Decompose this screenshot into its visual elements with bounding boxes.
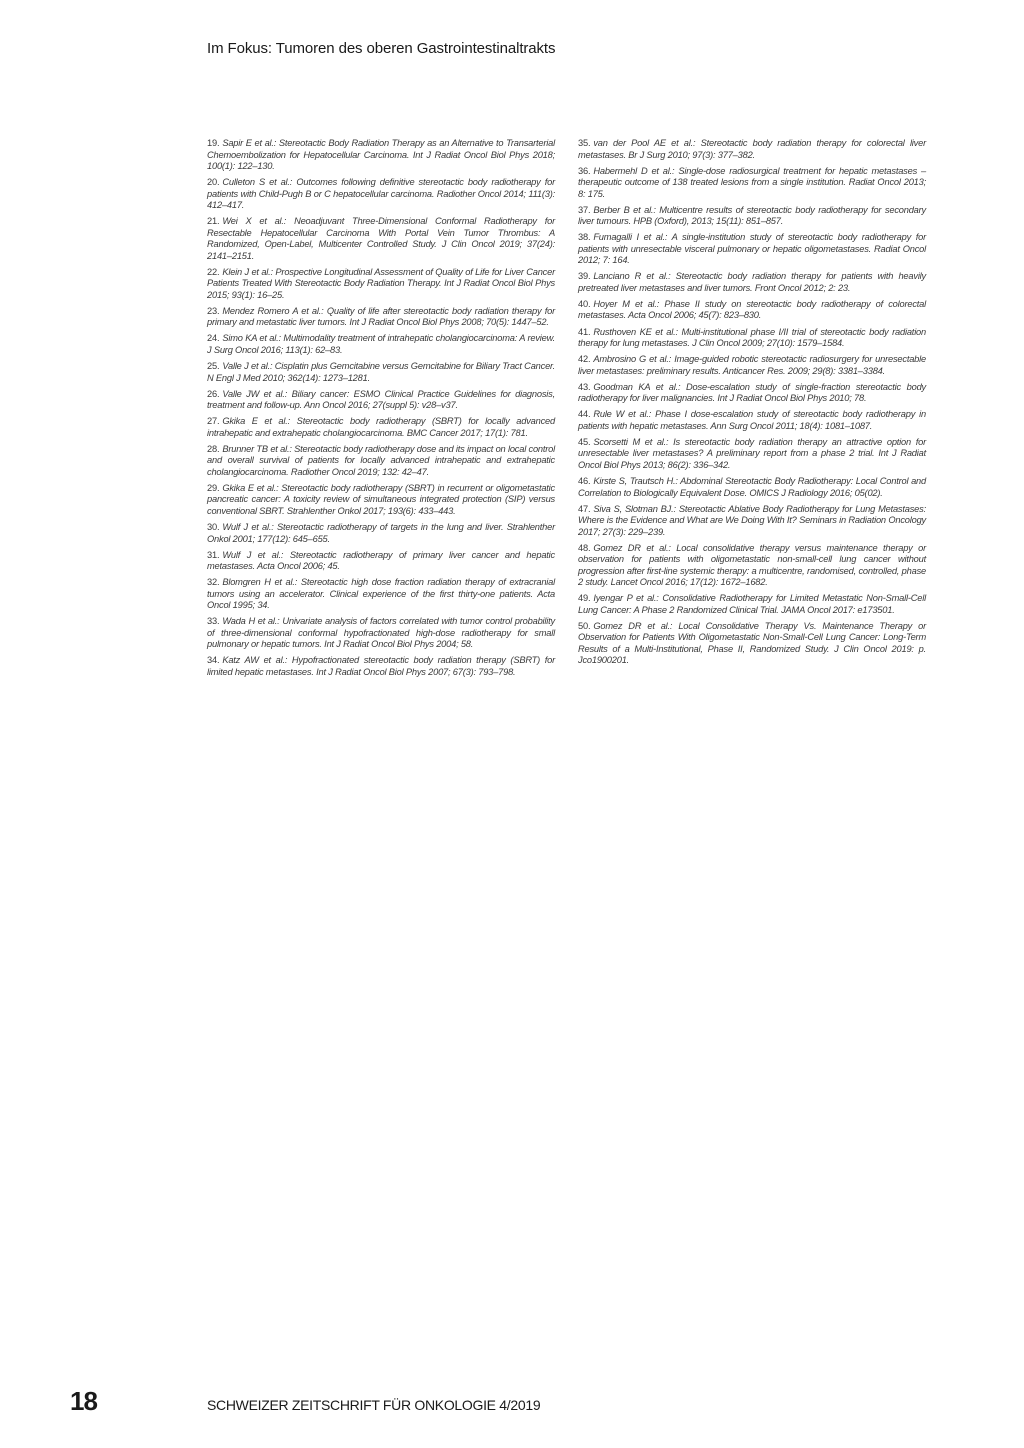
reference-text: Sapir E et al.: Stereotactic Body Radiation Therapy as an Alternative to Transarterial Chemoembolization for Hepatocellular Carcinoma. Int J Radiat Oncol Biol Phys 2018; 100(1): 122–130. [207, 138, 555, 171]
reference-number: 28. [207, 443, 220, 454]
reference-number: 24. [207, 333, 220, 344]
reference-text: Iyengar P et al.: Consolidative Radiotherapy for Limited Metastatic Non-Small-Cell Lung Cancer: A Phase 2 Randomized Clinical Trial. JAMA Oncol 2017: e173501. [578, 593, 926, 615]
reference-text: Gomez DR et al.: Local consolidative therapy versus maintenance therapy or observation for patients with oligometastatic non-small-cell lung cancer without progression after first-line systemic therapy: a multicentre, randomised, controlled, phase 2 study. Lancet Oncol 2016; 17(12): 1672–1682. [578, 542, 926, 588]
reference-item [207, 361, 555, 384]
reference-text: Scorsetti M et al.: Is stereotactic body radiation therapy an attractive option for unresectable liver metastases? A preliminary report from a phase 2 trial. Int J Radiat Oncol Biol Phys 2013; 86(2): 336–342. [578, 436, 926, 470]
reference-item [578, 166, 926, 201]
reference-item [578, 476, 926, 499]
reference-text: Brunner TB et al.: Stereotactic body radiotherapy dose and its impact on local control and overall survival of patients for locally advanced intrahepatic and extrahepatic cholangiocarcinoma. Radiother Oncol 2019; 132: 42–47. [207, 443, 555, 477]
reference-number: 39. [578, 271, 591, 282]
reference-number: 47. [578, 503, 591, 514]
reference-number: 32. [207, 577, 220, 588]
reference-text: Rule W et al.: Phase I dose-escalation study of stereotactic body radiotherapy in patients with hepatic metastases. Ann Surg Oncol 2011; 18(4): 1081–1087. [578, 409, 926, 431]
reference-text: Kirste S, Trautsch H.: Abdominal Stereotactic Body Radiotherapy: Local Control and Correlation to Biologically Equivalent Dose. OMICS J Radiology 2016; 05(02). [578, 476, 926, 498]
running-head: Im Fokus: Tumoren des oberen Gastrointestinaltrakts [207, 40, 556, 57]
reference-number: 36. [578, 165, 591, 176]
reference-number: 27. [207, 416, 220, 427]
reference-number: 22. [207, 266, 220, 277]
reference-text: Fumagalli I et al.: A single-institution study of stereotactic body radiotherapy for patients with unresectable visceral pulmonary or hepatic oligometastases. Radiat Oncol 2012; 7: 164. [578, 232, 926, 266]
reference-number: 23. [207, 305, 220, 316]
reference-text: Wulf J et al.: Stereotactic radiotherapy of primary liver cancer and hepatic metastases. Acta Oncol 2006; 45. [207, 549, 555, 572]
reference-number: 35. [578, 138, 591, 148]
reference-item [578, 138, 926, 161]
reference-number: 20. [207, 177, 220, 188]
reference-item [578, 354, 926, 377]
reference-number: 45. [578, 436, 591, 447]
reference-text: Hoyer M et al.: Phase II study on stereotactic body radiotherapy of colorectal metastases. Acta Oncol 2006; 45(7): 823–830. [578, 298, 926, 321]
reference-item [578, 409, 926, 432]
reference-text: Lanciano R et al.: Stereotactic body radiation therapy for patients with heavily pretreated liver metastases and liver tumors. Front Oncol 2012; 2: 23. [578, 271, 926, 293]
reference-item [578, 299, 926, 322]
reference-number: 50. [578, 620, 591, 631]
reference-text: Simo KA et al.: Multimodality treatment of intrahepatic cholangiocarcinoma: A review. J Surg Oncol 2016; 113(1): 62–83. [207, 333, 555, 355]
reference-number: 42. [578, 354, 591, 365]
reference-column-left [207, 138, 555, 683]
reference-text: van der Pool AE et al.: Stereotactic body radiation therapy for colorectal liver metastases. Br J Surg 2010; 97(3): 377–382. [578, 138, 926, 160]
reference-item [207, 577, 555, 612]
reference-item [207, 177, 555, 212]
reference-text: Katz AW et al.: Hypofractionated stereotactic body radiation therapy (SBRT) for limited hepatic metastases. Int J Radiat Oncol Biol Phys 2007; 67(3): 793–798. [207, 655, 555, 677]
reference-item [578, 382, 926, 405]
reference-item [578, 543, 926, 589]
reference-item [207, 522, 555, 545]
reference-item [207, 138, 555, 173]
reference-text: Valle J et al.: Cisplatin plus Gemcitabine versus Gemcitabine for Biliary Tract Cancer. N Engl J Med 2010; 362(14): 1273–1281. [207, 361, 555, 383]
reference-item [207, 306, 555, 329]
reference-text: Gkika E et al.: Stereotactic body radiotherapy (SBRT) in recurrent or oligometastatic pancreatic cancer: A toxicity review of simultaneous integrated protection (SIP) versus conventional SBRT. Strahlenther Onkol 2017; 193(6): 433–443. [207, 482, 555, 516]
reference-text: Gomez DR et al.: Local Consolidative Therapy Vs. Maintenance Therapy or Observation for Patients With Oligometastatic Non-Small-Cell Lung Cancer: Long-Term Results of a Multi-Institutional, Phase II, Randomized Study. J Clin Oncol 2019: p. Jco1900201. [578, 620, 926, 666]
reference-item [207, 333, 555, 356]
reference-item [207, 655, 555, 678]
reference-text: Wada H et al.: Univariate analysis of factors correlated with tumor control probability of three-dimensional conformal hypofractionated high-dose radiotherapy for small pulmonary or hepatic tumors. Int J Radiat Oncol Biol Phys 2004; 58. [207, 616, 555, 650]
reference-column-right [578, 138, 926, 672]
reference-text: Gkika E et al.: Stereotactic body radiotherapy (SBRT) for locally advanced intrahepatic and extrahepatic cholangiocarcinoma. BMC Cancer 2017; 17(1): 781. [207, 416, 555, 438]
reference-item [578, 327, 926, 350]
reference-number: 37. [578, 204, 591, 215]
reference-number: 25. [207, 361, 220, 372]
reference-number: 44. [578, 409, 591, 420]
reference-text: Wulf J et al.: Stereotactic radiotherapy of targets in the lung and liver. Strahlenther Onkol 2001; 177(12): 645–655. [207, 522, 555, 544]
reference-number: 38. [578, 232, 591, 243]
reference-item [207, 267, 555, 302]
reference-number: 31. [207, 549, 220, 560]
reference-text: Culleton S et al.: Outcomes following definitive stereotactic body radiotherapy for patients with Child-Pugh B or C hepatocellular carcinoma. Radiother Oncol 2014; 111(3): 412–417. [207, 177, 555, 211]
reference-text: Habermehl D et al.: Single-dose radiosurgical treatment for hepatic metastases – therapeutic outcome of 138 treated lesions from a single institution. Radiat Oncol 2013; 8: 175. [578, 165, 926, 199]
reference-number: 30. [207, 522, 220, 533]
reference-item [578, 621, 926, 667]
reference-text: Siva S, Slotman BJ.: Stereotactic Ablative Body Radiotherapy for Lung Metastases: Where is the Evidence and What are We Doing With It? Seminars in Radiation Oncology 2017; 27(3): 229–239. [578, 503, 926, 537]
reference-text: Ambrosino G et al.: Image-guided robotic stereotactic radiosurgery for unresectable liver metastases: preliminary results. Anticancer Res. 2009; 29(8): 3381–3384. [578, 354, 926, 376]
reference-number: 26. [207, 388, 220, 399]
reference-item [578, 437, 926, 472]
reference-item [578, 504, 926, 539]
reference-text: Blomgren H et al.: Stereotactic high dose fraction radiation therapy of extracranial tumors using an accelerator. Clinical experience of the first thirty-one patients. Acta Oncol 1995; 34. [207, 577, 555, 611]
reference-text: Mendez Romero A et al.: Quality of life after stereotactic body radiation therapy for primary and metastatic liver tumors. Int J Radiat Oncol Biol Phys 2008; 70(5): 1447–52. [207, 305, 555, 328]
reference-item [578, 271, 926, 294]
reference-item [578, 593, 926, 616]
reference-text: Berber B et al.: Multicentre results of stereotactic body radiotherapy for secondary liver tumours. HPB (Oxford), 2013; 15(11): 851–857. [578, 204, 926, 227]
reference-number: 43. [578, 381, 591, 392]
reference-number: 48. [578, 542, 591, 553]
journal-footer: SCHWEIZER ZEITSCHRIFT FÜR ONKOLOGIE 4/2019 [207, 1397, 541, 1413]
reference-item [207, 616, 555, 651]
reference-number: 33. [207, 616, 220, 627]
reference-item [207, 416, 555, 439]
reference-text: Rusthoven KE et al.: Multi-institutional phase I/II trial of stereotactic body radiation therapy for lung metastases. J Clin Oncol 2009; 27(10): 1579–1584. [578, 326, 926, 349]
reference-number: 19. [207, 138, 220, 148]
reference-item [578, 205, 926, 228]
reference-item [207, 550, 555, 573]
reference-item [207, 216, 555, 262]
reference-text: Valle JW et al.: Biliary cancer: ESMO Clinical Practice Guidelines for diagnosis, treatment and follow-up. Ann Oncol 2016; 27(suppl 5): v28–v37. [207, 388, 555, 411]
reference-item [207, 389, 555, 412]
reference-text: Goodman KA et al.: Dose-escalation study of single-fraction stereotactic body radiotherapy for liver malignancies. Int J Radiat Oncol Biol Phys 2010; 78. [578, 381, 926, 404]
reference-item [207, 444, 555, 479]
reference-item [207, 483, 555, 518]
reference-number: 21. [207, 216, 220, 227]
reference-number: 49. [578, 593, 591, 604]
reference-number: 41. [578, 326, 591, 337]
reference-number: 40. [578, 298, 591, 309]
reference-item [578, 232, 926, 267]
reference-number: 46. [578, 476, 591, 487]
reference-number: 29. [207, 482, 220, 493]
page-number: 18 [70, 1386, 97, 1416]
reference-number: 34. [207, 655, 220, 666]
reference-text: Klein J et al.: Prospective Longitudinal Assessment of Quality of Life for Liver Cancer Patients Treated With Stereotactic Body Radiation Therapy. Int J Radiat Oncol Biol Phys 2015; 93(1): 16–25. [207, 266, 555, 300]
reference-text: Wei X et al.: Neoadjuvant Three-Dimensional Conformal Radiotherapy for Resectable Hepatocellular Carcinoma With Portal Vein Tumor Thrombus: A Randomized, Open-Label, Multicenter Controlled Study. J Clin Oncol 2019; 37(24): 2141–2151. [207, 216, 555, 261]
